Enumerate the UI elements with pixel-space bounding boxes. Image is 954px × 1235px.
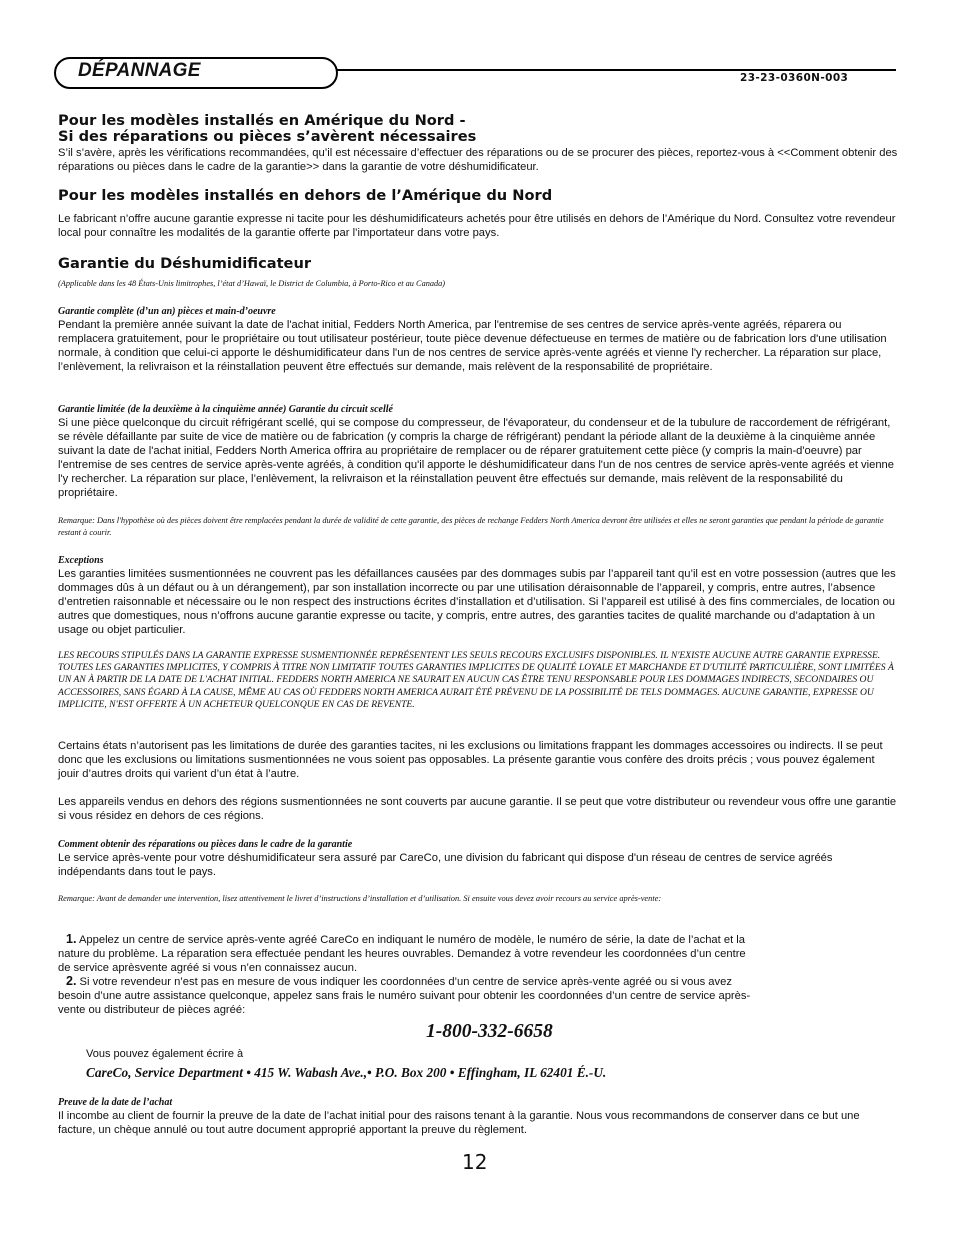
outside-regions-paragraph bbox=[58, 795, 898, 823]
step-text: Si votre revendeur n’est pas en mesure de vous indiquer les coordonnées d’un centre de service après-vente agréé ou si vous avez besoin d’une autre assistance quelconque, appelez sans frais le numéro suivant pour obtenir les coordonnées d’un centre de service après-vente ou distributeur de pièces agréé: bbox=[58, 976, 751, 1017]
disclaimer-text: LES RECOURS STIPULÉS DANS LA GARANTIE EXPRESSE SUSMENTIONNÉE REPRÉSENTENT LES SEULS RECOURS EXCLUSIFS DISPONIBLES. IL N'EXISTE AUCUNE AUTRE GARANTIE EXPRESSE. TOUTES LES GARANTIES IMPLICITES, Y COMPRIS À TITRE NON LIMITATIF TOUTES GARANTIES IMPLICITES DE QUALITÉ LOYALE ET MARCHANDE ET D'UTILITÉ PARTICULIÈRE, SONT LIMITÉES À UN AN À PARTIR DE LA DATE DE L'ACHAT INITIAL. FEDDERS NORTH AMERICA NE SAURAIT EN AUCUN CAS ÊTRE TENU RESPONSABLE POUR LES DOMMAGES INDIRECTS, SECONDAIRES OU ACCESSOIRES, SANS ÉGARD À LA CAUSE, MÊME AU CAS OÙ FEDDERS NORTH AMERICA AURAIT ÉTÉ PRÉVENU DE LA POSSIBILITÉ DE TELS DOMMAGES. AUCUNE GARANTIE, EXPRESSE OU IMPLICITE, N'EST OFFERTE À UN ACHETEUR QUELCONQUE EN CAS DE REVENTE. bbox=[58, 650, 894, 710]
disclaimer-caps bbox=[58, 650, 898, 711]
page-number: 12 bbox=[462, 1150, 488, 1174]
page-title: DÉPANNAGE bbox=[78, 60, 201, 81]
section-north-america bbox=[58, 113, 898, 174]
full-warranty-text: Pendant la première année suivant la date de l'achat initial, Fedders North America, par l'entremise de ses centres de service après-vente agréés, réparera ou remplacera gratuitement, pour le propriétaire ou tout utilisateur postérieur, toute pièce devenue défectueuse en termes de matière ou de fabrication lors d'une utilisation normale, à condition que celui-ci apporte le déshumidificateur dans l'un de nos centres de service après-vente agréés et vienne l'y rechercher. La réparation sur place, l’enlèvement, la relivraison et la réinstallation peuvent être effectués sur demande, mais relèvent de la responsabilité de propriétaire. bbox=[58, 319, 887, 374]
outside-regions-text: Les appareils vendus en dehors des régions susmentionnées ne sont couverts par aucune garantie. Il se peut que votre distributeur ou revendeur vous offre une garantie si vous résidez en dehors de ces régions. bbox=[58, 796, 897, 823]
limited-warranty-text: Si une pièce quelconque du circuit réfrigérant scellé, qui se compose du compresseur, de l'évaporateur, du condenseur et de la tubulure de raccordement de réfrigérant, se révèle défaillante par suite de vice de matière ou de fabrication (y compris la charge de réfrigérant) pendant la période allant de la deuxième à la cinquième année suivant la date de l'achat initial, Fedders North America offrira au propriétaire de remplacer ou de réparer gratuitement cette pièce (y compris la main-d'oeuvre) par l'entremise de ses centres de service après-vente agréés, à condition qu'il apporte le déshumidificateur dans l'un de nos centres de service après-vente agréés et vienne l'y rechercher. La réparation sur place, l’enlèvement, la relivraison et la réinstallation peuvent être effectués sur demande, mais relèvent de la responsabilité du propriétaire. bbox=[58, 417, 894, 500]
remark-text: Remarque: Avant de demander une intervention, lisez attentivement le livret d’instructions d’installation et d’utilisation. Si ensuite vous devez avoir recours au service après-vente: bbox=[58, 894, 662, 903]
applicable-note: (Applicable dans les 48 États-Unis limitrophes, l’état d’Hawaï, le District de Columbia, à Porto-Rico et au Canada) bbox=[58, 279, 446, 288]
header-rule bbox=[336, 69, 896, 71]
proof-title: Preuve de la date de l’achat bbox=[58, 1097, 173, 1108]
mailing-address: CareCo, Service Department • 415 W. Wabash Ave.,• P.O. Box 200 • Effingham, IL 62401 É.-U. bbox=[86, 1065, 607, 1080]
section-outside-north-america bbox=[58, 188, 898, 240]
remark-parts bbox=[58, 515, 898, 538]
warranty-heading: Garantie du Déshumidificateur bbox=[58, 255, 312, 272]
step-number: 2. bbox=[66, 974, 77, 988]
section-heading: Pour les modèles installés en dehors de l’Amérique du Nord bbox=[58, 187, 553, 204]
remark-service bbox=[58, 893, 883, 905]
section-text: S’il s’avère, après les vérifications recommandées, qu’il est nécessaire d’effectuer des réparations ou de se procurer des pièces, reportez-vous à <<Comment obtenir des réparations ou pièces dans le cadre de la garantie>> dans la garantie de votre déshumidificateur. bbox=[58, 147, 898, 174]
section-heading-line1: Pour les modèles installés en Amérique du Nord - bbox=[58, 112, 466, 129]
proof-of-purchase bbox=[58, 1096, 898, 1137]
step-2-item bbox=[58, 974, 763, 1017]
step-1-item bbox=[58, 932, 758, 975]
exceptions-text: Les garanties limitées susmentionnées ne couvrent pas les défaillances causées par des dommages subis par l’appareil tant qu’il est en votre possession (autres que les dommages dûs à un défaut ou à un dérangement), par son installation incorrecte ou par une utilisation déraisonnable de l’appareil, y compris, entre autres, l’absence d’entretien raisonnable et nécessaire ou le non respect des instructions écrites d’installation et d’utilisation. Si l’appareil est utilisé à des fins commerciales, de location ou autres que domestiques, nous n’offrons aucune garantie expresse ou tacite, y compris, entre autres, des garanties tacites de qualité marchande ou d’adaptation à un usage ou objet particulier. bbox=[58, 568, 896, 637]
howto-text: Le service après-vente pour votre déshumidificateur sera assuré par CareCo, une division du fabricant qui dispose d'un réseau de centres de service agréés indépendants dans tout le pays. bbox=[58, 852, 833, 879]
exceptions-title: Exceptions bbox=[58, 555, 104, 566]
exceptions bbox=[58, 554, 898, 637]
phone-number: 1-800-332-6658 bbox=[426, 1021, 553, 1042]
proof-text: Il incombe au client de fournir la preuve de la date de l’achat initial pour des raisons tenant à la garantie. Nous vous recommandons de conserver dans ce but une facture, un chèque annulé ou tout autre document approprié apportant la preuve du règlement. bbox=[58, 1110, 860, 1137]
warranty-heading-block bbox=[58, 256, 898, 290]
howto-title: Comment obtenir des réparations ou pièces dans le cadre de la garantie bbox=[58, 839, 353, 850]
write-also-text: Vous pouvez également écrire à bbox=[86, 1048, 244, 1060]
section-text: Le fabricant n’offre aucune garantie expresse ni tacite pour les déshumidificateurs achetés pour être utilisés en dehors de l’Amérique du Nord. Consultez votre revendeur local pour connaître les modalités de la garantie offerte par l’importateur dans votre pays. bbox=[58, 213, 896, 240]
step-2 bbox=[58, 974, 763, 1017]
states-text: Certains états n’autorisent pas les limitations de durée des garanties tacites, ni les exclusions ou limitations frappant les dommages accessoires ou indirects. Il se peut donc que les exclusions ou limitations susmentionnées ne vous soient pas opposables. La présente garantie vous confère des droits précis ; vous pouvez également jouir d’autres droits qui varient d’un état à l’autre. bbox=[58, 740, 883, 781]
remark-text: Remarque: Dans l'hypothèse où des pièces doivent être remplacées pendant la durée de validité de cette garantie, des pièces de rechange Fedders North America devront être utilisées et elles ne seront garanties que pendant la période de garantie restant à courir. bbox=[58, 516, 884, 537]
section-heading-line2: Si des réparations ou pièces s’avèrent nécessaires bbox=[58, 128, 477, 145]
step-number: 1. bbox=[66, 932, 77, 946]
limited-warranty-title: Garantie limitée (de la deuxième à la cinquième année) Garantie du circuit scellé bbox=[58, 404, 393, 415]
limited-warranty bbox=[58, 403, 898, 501]
full-warranty bbox=[58, 305, 898, 374]
step-text: Appelez un centre de service après-vente agréé CareCo en indiquant le numéro de modèle, le numéro de série, la date de l’achat et la nature du problème. La réparation sera effectuée pendant les heures ouvrables. Demandez à votre revendeur les coordonnées d’un centre de service aprèsvente agréé si vous n’en connaissez aucun. bbox=[58, 934, 746, 975]
step-1 bbox=[58, 932, 758, 975]
full-warranty-title: Garantie complète (d’un an) pièces et main-d’oeuvre bbox=[58, 306, 276, 317]
states-paragraph bbox=[58, 739, 898, 781]
howto-section bbox=[58, 838, 898, 879]
document-code: 23-23-0360N-003 bbox=[740, 72, 849, 84]
